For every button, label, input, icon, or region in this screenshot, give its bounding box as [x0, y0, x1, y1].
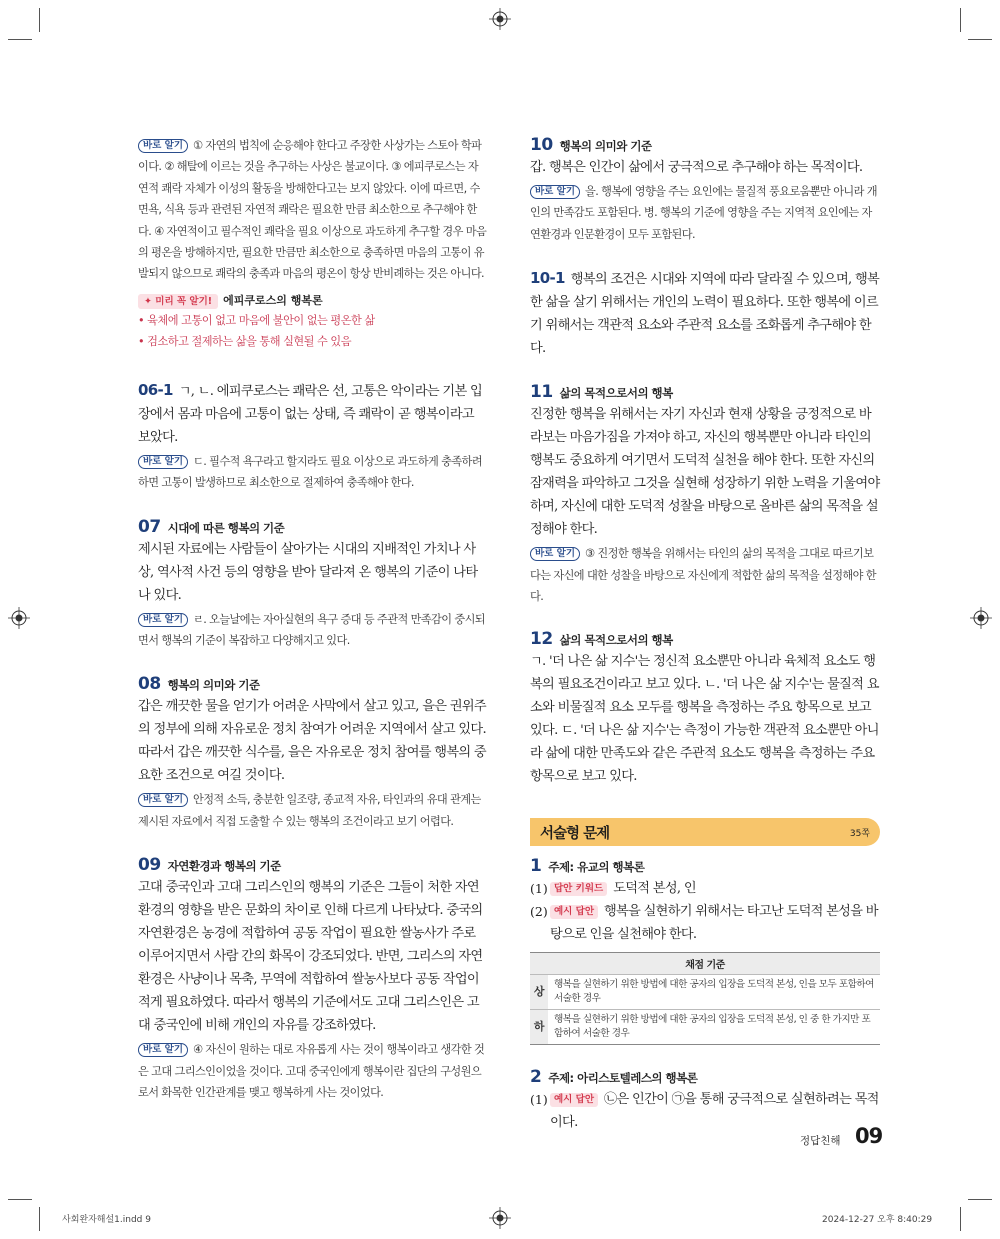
- essay-question-1: [530, 856, 880, 1045]
- check-badge: 바로 알기: [138, 793, 188, 807]
- grading-text: 행복을 실현하기 위한 방법에 대한 공자의 입장을 도덕적 본성, 인을 모두 포함하여 서술한 경우: [548, 975, 880, 1010]
- question-title: 시대에 따른 행복의 기준: [167, 520, 285, 535]
- crop-mark: [960, 1207, 961, 1231]
- slug-timestamp: 2024-12-27 오후 8:40:29: [822, 1215, 933, 1225]
- answer-body: 진정한 행복을 위해서는 자기 자신과 현재 상황을 긍정적으로 바라보는 마음가짐을 가져야 하고, 자신의 행복뿐만 아니라 타인의 행복도 중요하게 여기면서 도덕적 실천을 해야 한다. 또한 자신의 잠재력을 파악하고 그것을 실현해 성장하기 위한 노력을 기울여야 하며, 자신에 대한 도덕적 성찰을 바탕으로 올바른 삶의 목적을 설정해야 한다.: [530, 407, 880, 538]
- answer-body: 제시된 자료에는 사람들이 살아가는 시대의 지배적인 가치나 사상, 역사적 사건 등의 영향을 받아 달라져 온 행복의 기준이 나타나 있다.: [138, 541, 478, 603]
- answer-11: [530, 382, 880, 607]
- sub-label: (1): [530, 1092, 548, 1108]
- crop-mark: [8, 39, 32, 40]
- right-column: [530, 135, 880, 1134]
- check-explanation: 바로 알기 안정적 소득, 충분한 일조량, 종교적 자유, 타인과의 유대 관계는 제시된 자료에서 직접 도출할 수 있는 행복의 조건이라고 보기 어렵다.: [138, 793, 481, 828]
- sample-answer-badge: 예시 답안: [550, 1093, 598, 1107]
- registration-mark-icon: [970, 607, 992, 629]
- page-reference: 35쪽: [849, 828, 870, 839]
- grading-level: 상: [530, 975, 548, 1010]
- answer-body: ㄱ. '더 나은 삶 지수'는 정신적 요소뿐만 아니라 육체적 요소도 행복의 필요조건이라고 보고 있다. ㄴ. '더 나은 삶 지수'는 물질적 요소와 비물질적 요소 모두를 행복을 측정하는 주요 항목으로 보고 있다. ㄷ. '더 나은 삶 지수'는 측정이 가능한 객관적 요소뿐만 아니라 삶에 대한 만족도와 같은 주관적 요소도 행복을 측정하는 주요 항목으로 보고 있다.: [530, 654, 879, 785]
- tip-box: [138, 289, 488, 352]
- answer-07: [138, 517, 488, 652]
- crop-mark: [968, 1199, 992, 1200]
- question-number: 2: [530, 1067, 542, 1088]
- tip-title: 에피쿠로스의 행복론: [223, 293, 323, 307]
- question-number: 06-1: [138, 380, 173, 399]
- answer-body: 10-1 행복의 조건은 시대와 지역에 따라 달라질 수 있으며, 행복한 삶을 살기 위해서는 개인의 노력이 필요하다. 또한 행복에 이르기 위해서는 객관적 요소와 주관적 요소를 조화롭게 추구해야 한다.: [530, 269, 880, 357]
- answer-body: 갑. 행복은 인간이 삶에서 궁극적으로 추구해야 하는 목적이다.: [530, 160, 863, 175]
- question-number: 11: [530, 382, 553, 403]
- question-number: 10-1: [530, 269, 565, 288]
- check-badge: 바로 알기: [138, 1043, 188, 1057]
- sub-answer-text: 행복을 실현하기 위해서는 타고난 도덕적 본성을 바탕으로 인을 실천해야 한다.: [550, 904, 878, 943]
- crop-mark: [968, 39, 992, 40]
- check-explanation: 바로 알기 ④ 자신이 원하는 대로 자유롭게 사는 것이 행복이라고 생각한 것은 고대 그리스인이었을 것이다. 고대 중국인에게 행복이란 집단의 구성원으로서 화목한 인간관계를 맺고 행복하게 사는 것이었다.: [138, 1043, 485, 1100]
- question-header: [138, 855, 488, 875]
- sub-answer: [530, 1088, 880, 1134]
- sub-answer-text: 도덕적 본성, 인: [613, 881, 696, 897]
- grading-text: 행복을 실현하기 위한 방법에 대한 공자의 입장을 도덕적 본성, 인 중 한 가지만 포함하여 서술한 경우: [548, 1010, 880, 1045]
- check-explanation: 바로 알기 ① 자연의 법칙에 순응해야 한다고 주장한 사상가는 스토아 학파이다. ② 해탈에 이르는 것을 추구하는 사상은 불교이다. ③ 에피쿠로스는 자연적 쾌락 자체가 이성의 활동을 방해한다고는 보지 않았다. 이에 따르면, 수면욕, 식욕 등과 관련된 자연적 쾌락은 필요한 만큼 최소한으로 추구해야 한다. ④ 자연적이고 필수적인 쾌락을 필요 이상으로 과도하게 추구할 경우 마음의 평온을 방해하지만, 필요한 만큼만 최소한으로 충족하면 마음의 고통이 유발되지 않으므로 쾌락의 충족과 마음의 평온이 항상 반비례하는 것은 아니다.: [138, 139, 487, 281]
- check-badge: 바로 알기: [138, 613, 188, 627]
- sub-label: (2): [530, 904, 548, 920]
- question-title: 행복의 의미와 기준: [559, 139, 652, 153]
- check-explanation: 바로 알기 ③ 진정한 행복을 위해서는 타인의 삶의 목적을 그대로 따르기보다는 자신에 대한 성찰을 바탕으로 자신에게 적합한 삶의 목적을 설정해야 한다.: [530, 547, 876, 604]
- footer-label: 정답친해: [800, 1135, 841, 1147]
- question-title: 주제: 유교의 행복론: [548, 860, 645, 875]
- answer-06-1: [138, 379, 488, 494]
- sub-answer-text: ㉡은 인간이 ㉠을 통해 궁극적으로 실현하려는 목적이다.: [550, 1092, 879, 1131]
- grading-level: 하: [530, 1010, 548, 1045]
- tip-item: • 육체에 고통이 없고 마음에 불안이 없는 평온한 삶: [138, 310, 488, 331]
- registration-mark-icon: [489, 1207, 511, 1229]
- answer-body: 갑은 깨끗한 물을 얻기가 어려운 사막에서 살고 있고, 을은 권위주의 정부에 의해 자유로운 정치 참여가 어려운 지역에서 살고 있다. 따라서 갑은 깨끗한 식수를, 을은 자유로운 정치 참여를 행복의 중요한 조건으로 여길 것이다.: [138, 699, 486, 784]
- crop-mark: [39, 1207, 40, 1231]
- sub-answer: [530, 877, 880, 900]
- tip-badge: ✦ 미리 꼭 알기!: [138, 294, 218, 309]
- question-title: 삶의 목적으로서의 행복: [559, 386, 673, 401]
- section-title: 서술형 문제: [540, 825, 610, 842]
- question-title: 행복의 의미와 기준: [167, 678, 260, 693]
- slug-filename: 사회완자해설1.indd 9: [62, 1215, 151, 1225]
- grading-table: [530, 952, 880, 1045]
- grading-header: 채점 기준: [530, 953, 880, 975]
- answer-body: 고대 중국인과 고대 그리스인의 행복의 기준은 그들이 처한 자연환경의 영향을 받은 문화의 차이로 인해 다르게 나타났다. 중국의 자연환경은 농경에 적합하여 공동 작업이 필요한 쌀농사가 주로 이루어지면서 사람 간의 화목이 강조되었다. 반면, 그리스의 자연환경은 사냥이나 목축, 무역에 적합하여 쌀농사보다 공동 작업이 적게 필요하였다. 따라서 행복의 기준에서도 고대 그리스인은 고대 중국인에 비해 개인의 자유를 강조하였다.: [138, 880, 483, 1034]
- registration-mark-icon: [8, 607, 30, 629]
- question-number: 12: [530, 629, 553, 650]
- registration-mark-icon: [489, 8, 511, 30]
- grading-row: [530, 1010, 880, 1045]
- tip-list: [138, 310, 488, 352]
- question-header: [530, 382, 880, 402]
- question-number: 07: [138, 516, 161, 537]
- check-badge: 바로 알기: [138, 139, 188, 153]
- question-title: 자연환경과 행복의 기준: [167, 859, 281, 874]
- keyword-badge: 답안 키워드: [550, 882, 607, 896]
- left-column: [138, 135, 488, 1104]
- crop-mark: [960, 8, 961, 32]
- question-number: 10: [530, 135, 553, 155]
- question-header: [530, 135, 880, 155]
- answer-body: 06-1 ㄱ, ㄴ. 에피쿠로스는 쾌락은 선, 고통은 악이라는 기본 입장에서 몸과 마음에 고통이 없는 상태, 즉 쾌락이 곧 행복이라고 보았다.: [138, 380, 483, 445]
- crop-mark: [39, 8, 40, 32]
- answer-05-continuation: [138, 135, 488, 352]
- sub-answer: [530, 900, 880, 946]
- question-header: [530, 856, 880, 876]
- question-number: 08: [138, 674, 161, 695]
- check-explanation: 바로 알기 ㄷ. 필수적 욕구라고 할지라도 필요 이상으로 과도하게 충족하려 하면 고통이 발생하므로 최소한으로 절제하여 충족해야 한다.: [138, 454, 483, 490]
- check-badge: 바로 알기: [530, 185, 580, 199]
- grading-row: [530, 975, 880, 1010]
- check-explanation: 바로 알기 ㄹ. 오늘날에는 자아실현의 욕구 증대 등 주관적 만족감이 중시되면서 행복의 기준이 복잡하고 다양해지고 있다.: [138, 612, 486, 648]
- answer-08: [138, 674, 488, 832]
- check-explanation: 바로 알기 을. 행복에 영향을 주는 요인에는 물질적 풍요로움뿐만 아니라 개인의 만족감도 포함된다. 병. 행복의 기준에 영향을 주는 지역적 요인에는 자연환경과 인문환경이 모두 포함된다.: [530, 185, 878, 241]
- essay-question-2: [530, 1067, 880, 1134]
- question-header: [138, 674, 488, 694]
- check-badge: 바로 알기: [530, 547, 580, 561]
- page-number: 09: [855, 1124, 883, 1148]
- question-header: [530, 629, 880, 649]
- tip-item: • 검소하고 절제하는 삶을 통해 실현될 수 있음: [138, 331, 488, 352]
- question-number: 09: [138, 855, 161, 876]
- answer-12: [530, 629, 880, 788]
- question-title: 주제: 아리스토텔레스의 행복론: [548, 1071, 698, 1086]
- sub-label: (1): [530, 881, 548, 897]
- check-badge: 바로 알기: [138, 455, 188, 469]
- question-number: 1: [530, 856, 542, 877]
- answer-10-1: [530, 267, 880, 360]
- answer-10: [530, 135, 880, 245]
- question-header: [530, 1067, 880, 1087]
- crop-mark: [8, 1199, 32, 1200]
- sample-answer-badge: 예시 답안: [550, 905, 598, 919]
- question-title: 삶의 목적으로서의 행복: [559, 633, 673, 648]
- answer-09: [138, 855, 488, 1103]
- essay-section-header: [530, 818, 880, 846]
- question-header: [138, 517, 488, 537]
